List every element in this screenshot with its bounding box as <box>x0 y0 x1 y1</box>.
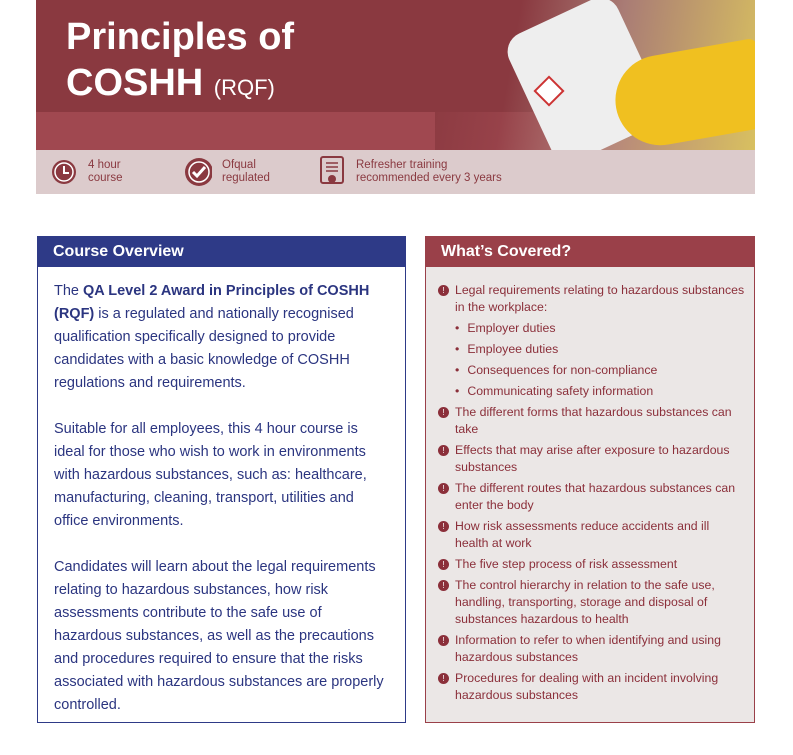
whats-covered-panel <box>425 236 755 723</box>
covered-item-text: The different routes that hazardous substances can enter the body <box>455 481 736 512</box>
feature-line: 4 hour <box>88 159 121 171</box>
feature-line: regulated <box>222 172 270 184</box>
overview-paragraph-3: Candidates will learn about the legal requirements relating to hazardous substances, how risk assessments contribute to the safe use of hazardous substances, as well as the precautions and procedures required to ensure that the risks associated with hazardous substances are properly controlled. <box>54 559 384 713</box>
bullet-icon: • <box>455 342 460 356</box>
covered-item-text: The control hierarchy in relation to the safe use, handling, transporting, storage and disposal of substances hazardous to health <box>455 578 715 626</box>
warning-icon: ! <box>438 285 449 296</box>
covered-item-text: Procedures for dealing with an incident involving hazardous substances <box>455 671 719 702</box>
covered-item-text: Effects that may arise after exposure to hazardous substances <box>455 443 730 474</box>
covered-item <box>438 670 746 704</box>
bullet-icon: • <box>455 321 460 335</box>
covered-item-text: The five step process of risk assessment <box>455 557 678 571</box>
bullet-icon: • <box>455 363 460 377</box>
covered-item <box>438 480 746 514</box>
bullet-icon: • <box>455 384 460 398</box>
covered-subitem-text: Employee duties <box>467 342 559 356</box>
title-suffix: (RQF) <box>213 75 275 100</box>
covered-item <box>438 556 746 573</box>
covered-item-text: Information to refer to when identifying and using hazardous substances <box>455 633 721 664</box>
covered-list <box>426 267 754 704</box>
text: is a regulated and nationally recognised qualification specifically designed to provide candidates with a basic knowledge of COSHH regulations and requirements. <box>54 306 354 391</box>
feature-line: Ofqual <box>222 159 256 171</box>
warning-icon: ! <box>438 580 449 591</box>
covered-item-text: How risk assessments reduce accidents and ill health at work <box>455 519 710 550</box>
hero-photo <box>435 0 755 150</box>
covered-item <box>438 404 746 438</box>
certificate-icon <box>318 158 346 186</box>
check-badge-icon <box>184 158 212 186</box>
covered-item-text: The different forms that hazardous substances can take <box>455 405 732 436</box>
covered-item <box>438 282 746 316</box>
feature-line: recommended every 3 years <box>356 172 502 184</box>
feature-line: course <box>88 172 123 184</box>
hero-banner <box>36 0 755 194</box>
covered-subitem-text: Consequences for non-compliance <box>467 363 658 377</box>
covered-item <box>438 442 746 476</box>
covered-subitem <box>438 362 746 379</box>
title-line1: Principles of <box>66 16 295 58</box>
covered-subitem <box>438 341 746 358</box>
covered-subitem <box>438 383 746 400</box>
warning-icon: ! <box>438 635 449 646</box>
warning-icon: ! <box>438 521 449 532</box>
course-overview-panel <box>37 236 406 723</box>
covered-subitem-text: Employer duties <box>467 321 556 335</box>
covered-item-text: Legal requirements relating to hazardous substances in the workplace: <box>455 283 745 314</box>
whats-covered-heading: What’s Covered? <box>426 237 754 267</box>
warning-icon: ! <box>438 559 449 570</box>
clock-icon <box>50 158 78 186</box>
covered-subitem <box>438 320 746 337</box>
course-overview-heading: Course Overview <box>38 237 405 267</box>
warning-icon: ! <box>438 673 449 684</box>
covered-item <box>438 518 746 552</box>
feature-duration <box>50 158 170 186</box>
overview-paragraph-1 <box>54 280 389 395</box>
warning-icon: ! <box>438 407 449 418</box>
covered-subitem-text: Communicating safety information <box>467 384 654 398</box>
title-line2: COSHH <box>66 62 204 104</box>
feature-strip <box>36 150 755 194</box>
qualification-name: QA Level 2 Award in Principles of COSHH (RQF) <box>54 283 370 322</box>
feature-line: Refresher training <box>356 159 448 171</box>
covered-item <box>438 632 746 666</box>
feature-ofqual <box>184 158 304 186</box>
overview-paragraph-2: Suitable for all employees, this 4 hour course is ideal for those who wish to work in environments with hazardous substances, such as: healthcare, manufacturing, cleaning, transport, utilities and office environments. <box>54 421 367 529</box>
page-title <box>66 14 294 111</box>
covered-item <box>438 577 746 628</box>
warning-icon: ! <box>438 483 449 494</box>
text: The <box>54 283 84 299</box>
warning-icon: ! <box>438 445 449 456</box>
feature-refresher <box>318 158 502 186</box>
